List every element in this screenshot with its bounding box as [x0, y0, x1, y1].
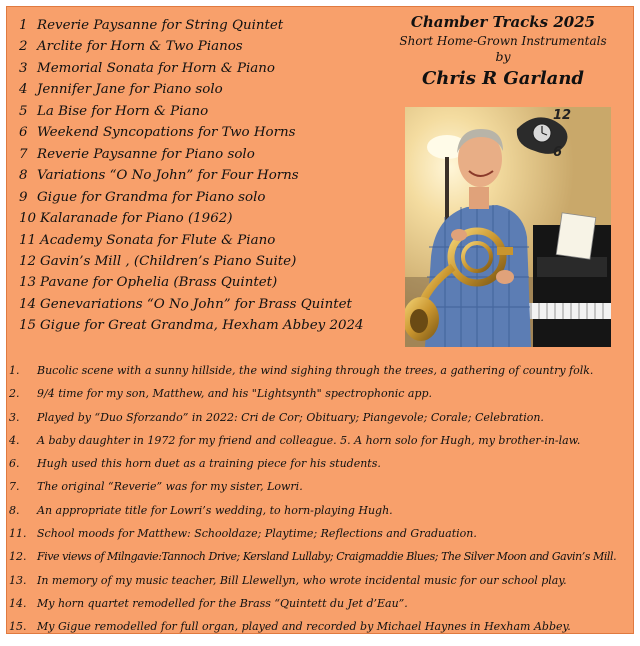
note-text: My Gigue remodelled for full organ, played and recorded by Michael Haynes in Hexham Abbey. — [37, 620, 571, 634]
note-text: A baby daughter in 1972 for my friend and colleague. 5. A horn solo for Hugh, my brother-in-law. — [37, 433, 581, 447]
track-number: 11 — [19, 232, 37, 248]
note-number: 11. — [9, 527, 27, 541]
track-item — [19, 315, 364, 336]
note-number: 12. — [9, 550, 27, 564]
track-title: Gigue for Great Grandma, Hexham Abbey 2024 — [40, 318, 364, 334]
track-item — [19, 230, 364, 251]
note-text: An appropriate title for Lowri’s wedding, to horn-playing Hugh. — [37, 503, 393, 517]
track-item — [19, 165, 364, 186]
note-item — [7, 382, 616, 405]
track-number: 8 — [19, 168, 28, 184]
note-item — [7, 429, 616, 452]
track-title: Memorial Sonata for Horn & Piano — [37, 60, 275, 76]
track-title: Reverie Paysanne for String Quintet — [37, 18, 284, 33]
track-number: 10 — [19, 211, 37, 227]
album-subtitle: Short Home-Grown Instrumentals — [399, 34, 607, 48]
note-item — [7, 406, 616, 429]
note-number: 7. — [9, 480, 20, 494]
note-number: 3. — [9, 410, 20, 424]
note-number: 13. — [9, 573, 27, 587]
note-number: 8. — [9, 503, 20, 517]
track-list — [19, 15, 364, 337]
note-text: The original “Reverie” was for my sister, Lowri. — [37, 480, 303, 494]
track-number: 14 — [19, 296, 37, 312]
note-text: Hugh used this horn duet as a training piece for his students. — [37, 457, 381, 471]
track-item — [19, 122, 364, 143]
note-item — [7, 569, 616, 592]
track-title: Weekend Syncopations for Two Horns — [37, 125, 296, 141]
composer-name: Chris R Garland — [421, 68, 585, 89]
track-title: Gavin’s Mill , (Children’s Piano Suite) — [40, 253, 297, 269]
note-text: Bucolic scene with a sunny hillside, the wind sighing through the trees, a gathering of country folk. — [37, 364, 594, 377]
track-number: 9 — [19, 189, 28, 205]
clock-digit: 6 — [553, 145, 563, 160]
note-item — [7, 499, 616, 522]
track-number: 4 — [19, 82, 28, 98]
note-text: School moods for Matthew: Schooldaze; Playtime; Reflections and Graduation. — [37, 527, 477, 541]
note-text: Played by “Duo Sforzando” in 2022: Cri de Cor; Obituary; Piangevole; Corale; Celebration. — [37, 410, 544, 424]
note-item — [7, 475, 616, 498]
note-item — [7, 545, 616, 568]
note-text: My horn quartet remodelled for the Brass “Quintett du Jet d’Eau”. — [37, 596, 408, 610]
track-title: La Bise for Horn & Piano — [37, 103, 209, 119]
track-title: Jennifer Jane for Piano solo — [37, 82, 223, 98]
note-number: 2. — [9, 387, 20, 401]
track-item — [19, 144, 364, 165]
note-item — [7, 592, 616, 615]
album-title: Chamber Tracks 2025 — [410, 13, 596, 31]
album-header — [397, 13, 609, 89]
track-title: Academy Sonata for Flute & Piano — [40, 232, 276, 248]
composer-photo — [405, 107, 611, 347]
track-number: 6 — [19, 125, 28, 141]
note-item — [7, 452, 616, 475]
track-item — [19, 187, 364, 208]
note-number: 6. — [9, 457, 20, 471]
album-cover — [6, 6, 634, 634]
note-text: Five views of Milngavie:Tannoch Drive; Kersland Lullaby; Craigmaddie Blues; The Silver Moon and Gavin’s Mill. — [37, 550, 617, 564]
track-item — [19, 36, 364, 57]
note-text: 9/4 time for my son, Matthew, and his "Lightsynth" spectrophonic app. — [37, 387, 433, 401]
by-line: by — [495, 49, 511, 64]
track-number: 2 — [19, 39, 28, 55]
note-item — [7, 615, 616, 634]
track-title: Kalaranade for Piano (1962) — [40, 211, 233, 227]
track-item — [19, 15, 364, 36]
track-title: Genevariations “O No John” for Brass Quintet — [40, 296, 352, 312]
clock-digit: 12 — [553, 108, 572, 123]
note-number: 14. — [9, 596, 27, 610]
note-text: In memory of my music teacher, Bill Llewellyn, who wrote incidental music for our school play. — [37, 573, 567, 587]
note-number: 1. — [9, 364, 20, 377]
note-number: 15. — [9, 620, 27, 634]
track-title: Gigue for Grandma for Piano solo — [37, 189, 266, 205]
track-number: 7 — [19, 146, 28, 162]
track-item — [19, 251, 364, 272]
track-item — [19, 208, 364, 229]
notes-list — [7, 359, 616, 634]
note-number: 4. — [9, 433, 20, 447]
track-title: Pavane for Ophelia (Brass Quintet) — [40, 275, 278, 291]
track-item — [19, 294, 364, 315]
track-title: Reverie Paysanne for Piano solo — [37, 146, 255, 162]
track-number: 5 — [19, 103, 28, 119]
track-item — [19, 79, 364, 100]
track-title: Variations “O No John” for Four Horns — [37, 168, 299, 184]
note-item — [7, 522, 616, 545]
track-item — [19, 58, 364, 79]
track-number: 1 — [19, 18, 28, 33]
track-item — [19, 101, 364, 122]
track-item — [19, 272, 364, 293]
track-number: 15 — [19, 318, 37, 334]
track-number: 3 — [19, 60, 28, 76]
track-number: 13 — [19, 275, 37, 291]
note-item — [7, 359, 616, 382]
track-number: 12 — [19, 253, 37, 269]
track-title: Arclite for Horn & Two Pianos — [37, 39, 243, 55]
